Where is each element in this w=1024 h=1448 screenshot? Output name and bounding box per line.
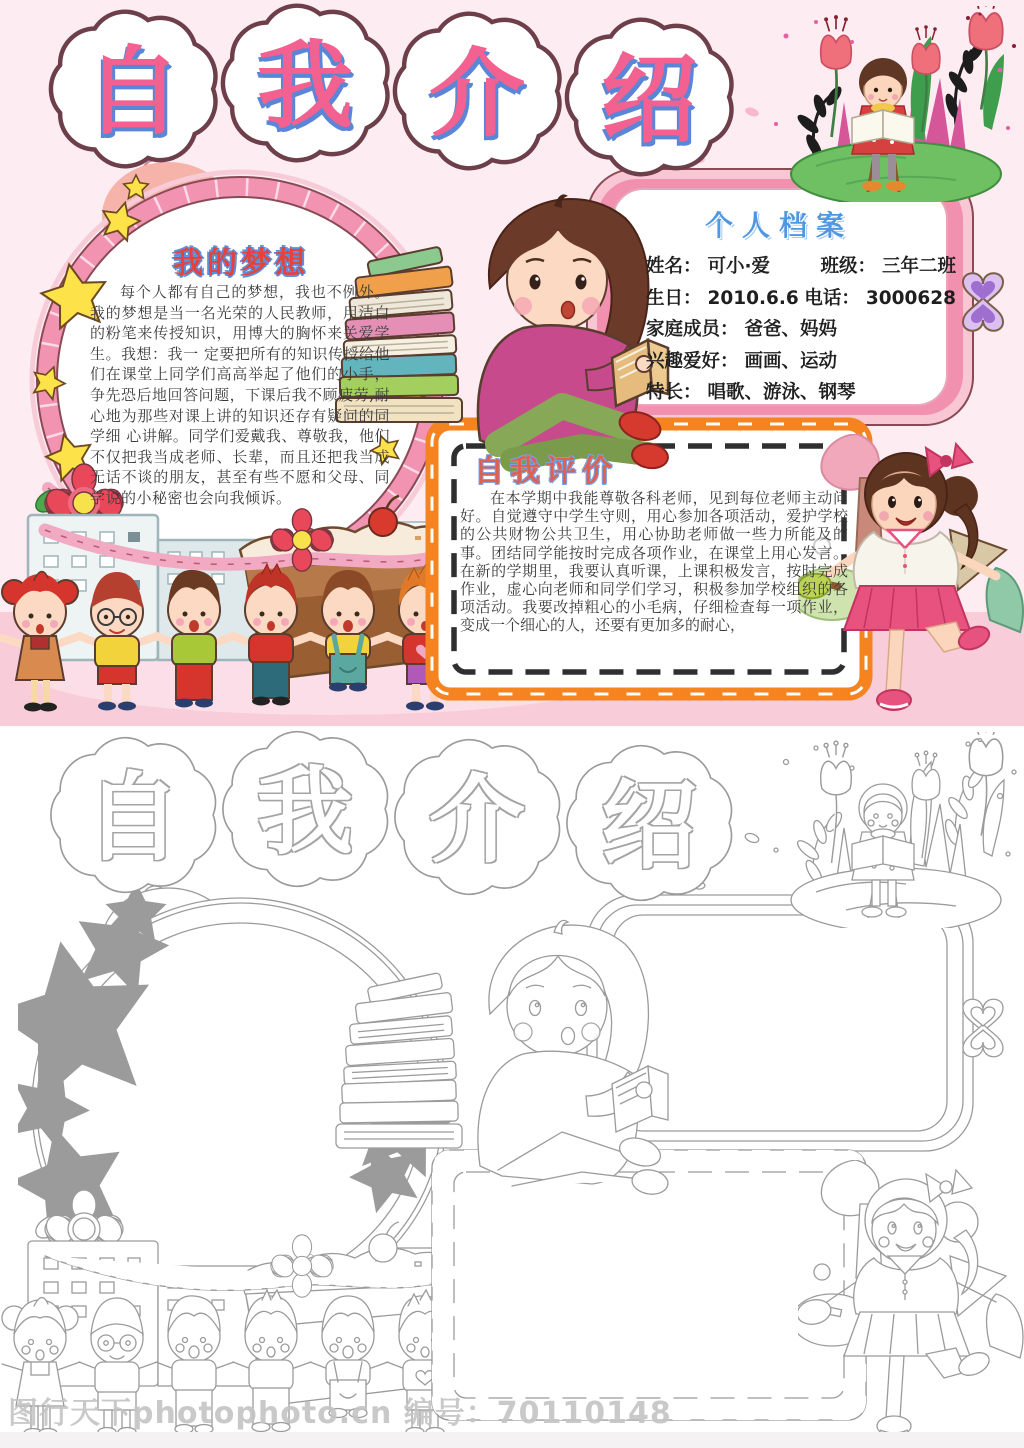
title-char: 绍 [601,769,697,882]
profile-phone: 电话： 3000628 [804,287,956,309]
title-char: 自 [85,761,181,874]
profile-row [646,347,960,379]
title-char: 介 [429,37,525,150]
flower-girl-illustration [756,6,1024,202]
mouth [562,302,575,319]
bow-icon [952,1170,972,1194]
open-book [852,836,883,870]
title-cloud-1 [44,6,222,172]
profile-row [646,315,960,347]
green-leaf [987,1294,1023,1358]
bottom-strip [0,1432,1024,1448]
title-char: 我 [257,755,353,868]
red-shoe [631,1168,670,1197]
profile-section-title: 个人档案 [704,209,853,242]
open-book [883,836,914,870]
kid-girl-red-hair [2,571,80,711]
title-char: 我 [257,29,353,142]
running-girl-illustration [798,1160,1024,1448]
profile-class: 班级： 三年二班 [820,256,956,277]
profile-family: 家庭成员： 爸爸、妈妈 [646,319,838,340]
title-cloud-2 [216,0,394,166]
book-stack [336,972,462,1148]
title-cloud-3 [388,8,566,174]
evaluation-section-title: 自我评价 [474,454,618,489]
dream-section-body: 每个人都有自己的梦想，我也不例外。我的梦想是当一名光荣的人民教师，用洁白的粉笔来传授知识，用博大的胸怀来关爱学生。我想：我一 定要把所有的知识传授给他们在课堂上同学们高高举起了他们的小手，争先恐后地回答问题，下课后我不顾疲劳,耐心地为那些对课上讲的知识还存有疑问的同学细 心讲解。同学们爱戴我、尊敬我，他们不仅把我当成老师、长辈，而且还把我当成无话不谈的朋友，甚至有些不愿和父母、同学说的小秘密也会向我倾诉。 [90,283,390,507]
cherry [369,508,397,536]
profile-fields [646,252,960,410]
title-char: 自 [85,35,181,148]
open-book [852,110,883,144]
title-cloud-4 [560,14,738,180]
pingpong-ball [814,1264,830,1280]
profile-row [646,378,960,410]
mouth [562,1028,575,1045]
lineart-poster-half [0,726,1024,1448]
reading-girl-illustration [330,884,670,1199]
profile-birthday: 生日： 2010.6.6 [646,287,799,309]
profile-hobbies: 兴趣爱好： 画画、运动 [646,350,838,372]
title-cloud-3 [388,734,566,900]
title-cloud-1 [44,732,222,898]
watermark-text: 图行天下photophoto.cn 编号：70110148 [8,1396,672,1431]
cherry [369,1234,397,1262]
profile-row [646,284,960,316]
bow-icon [952,444,972,468]
evaluation-section-body: 在本学期中我能尊敬各科老师，见到每位老师主动问好。自觉遵守中学生守则，用心参加各项活动，爱护学校的公共财物公共卫生，用心协助老师做一些力所能及的事。团结同学能按时完成各项作业，在课堂上用心发言。在新的学期里，我要认真听课，上课积极发言，按时完成作业，虚心向老师和同学们学习，积极参加学校组织的各项活动。我要改掉粗心的小毛病，仔细检查每一项作业，变成一个细心的人，还要有更加多的耐心， [460,489,848,635]
leg [886,630,904,692]
leg [886,1356,904,1418]
open-book [883,110,914,144]
profile-row [646,252,960,284]
heart-bow-icon [952,252,1014,352]
title-cloud-2 [216,726,394,892]
dream-section-title: 我的梦想 [173,246,309,281]
heart-bow-icon [952,978,1014,1078]
flower-girl-illustration [756,732,1024,928]
inner-dashed-border [454,1172,844,1398]
profile-name: 姓名： 可小·爱 [646,256,771,277]
title-char: 介 [429,763,525,876]
title-cloud-4 [560,740,738,906]
hand [636,1082,652,1098]
title-char: 绍 [601,43,697,156]
profile-specialty: 特长： 唱歌、游泳、钢琴 [646,382,856,403]
